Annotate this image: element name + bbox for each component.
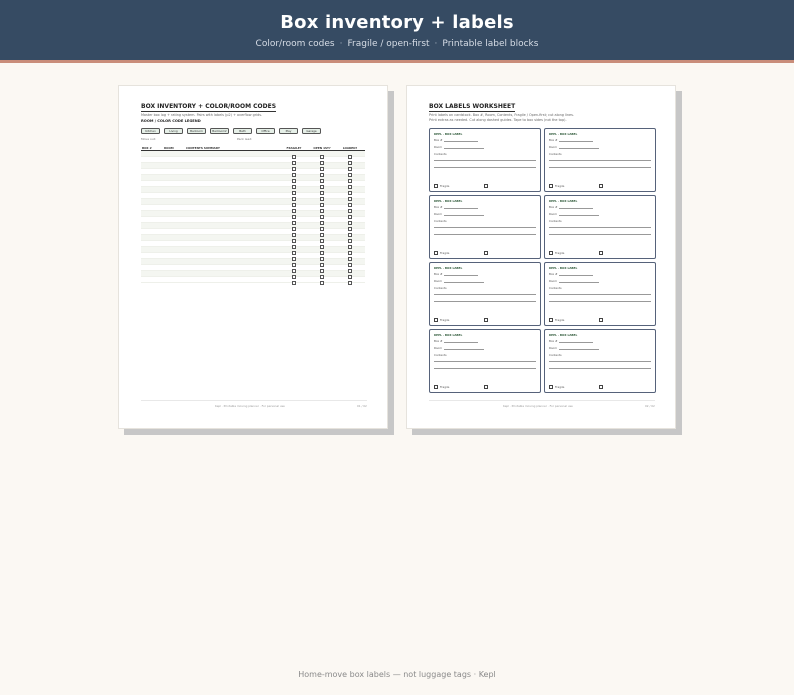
box-number-line[interactable] bbox=[444, 208, 478, 209]
contents-line[interactable] bbox=[434, 368, 536, 369]
legend-chip: Bedroom2 bbox=[210, 128, 229, 134]
contents-line[interactable] bbox=[549, 361, 651, 362]
label-field-room: Room bbox=[549, 346, 557, 350]
room-color-legend bbox=[141, 128, 321, 134]
open-first-checkbox[interactable] bbox=[484, 318, 488, 322]
box-number-line[interactable] bbox=[559, 208, 593, 209]
label-field-room: Room bbox=[434, 212, 442, 216]
legend-chip: Bedroom bbox=[187, 128, 206, 134]
box-number-line[interactable] bbox=[444, 275, 478, 276]
label-heading: KEPL · BOX LABEL bbox=[434, 333, 463, 337]
fragile-checkbox[interactable] bbox=[434, 251, 438, 255]
label-field-room: Room bbox=[549, 279, 557, 283]
label-field-box: Box # bbox=[549, 138, 558, 142]
box-number-line[interactable] bbox=[559, 141, 593, 142]
fragile-label: Fragile bbox=[440, 385, 450, 389]
box-label-block bbox=[544, 329, 656, 393]
fragile-label: Fragile bbox=[555, 184, 565, 188]
subtitle-item-fragile: Fragile / open-first bbox=[347, 39, 430, 49]
legend-chip: Bath bbox=[233, 128, 252, 134]
contents-line[interactable] bbox=[549, 234, 651, 235]
labels-title: BOX LABELS WORKSHEET bbox=[429, 103, 516, 110]
room-line[interactable] bbox=[444, 282, 484, 283]
subtitle-item-room-codes: Color/room codes bbox=[255, 39, 335, 49]
label-field-contents: Contents bbox=[549, 286, 562, 290]
contents-line[interactable] bbox=[434, 227, 536, 228]
room-line[interactable] bbox=[559, 282, 599, 283]
inventory-footer: Kepl · Printable moving planner · For personal use bbox=[215, 404, 285, 408]
pack-lead-label: Pack lead: bbox=[237, 137, 253, 141]
col-fragile: FRAGILE? bbox=[286, 145, 302, 150]
contents-line[interactable] bbox=[434, 361, 536, 362]
legend-chip: Living bbox=[164, 128, 183, 134]
label-field-room: Room bbox=[434, 145, 442, 149]
label-field-contents: Contents bbox=[434, 353, 447, 357]
label-field-box: Box # bbox=[434, 138, 443, 142]
label-heading: KEPL · BOX LABEL bbox=[549, 199, 578, 203]
label-heading: KEPL · BOX LABEL bbox=[549, 333, 578, 337]
subtitle-separator: · bbox=[339, 39, 343, 49]
header-subtitle bbox=[0, 39, 794, 49]
box-number-line[interactable] bbox=[559, 342, 593, 343]
contents-line[interactable] bbox=[549, 167, 651, 168]
col-box-number: BOX # bbox=[142, 145, 152, 150]
label-heading: KEPL · BOX LABEL bbox=[434, 132, 463, 136]
fragile-label: Fragile bbox=[440, 184, 450, 188]
col-contents: CONTENTS SUMMARY bbox=[186, 145, 220, 150]
label-field-box: Box # bbox=[549, 205, 558, 209]
label-field-contents: Contents bbox=[549, 152, 562, 156]
inventory-page-preview[interactable] bbox=[118, 85, 388, 429]
open-first-checkbox[interactable] bbox=[599, 385, 603, 389]
label-field-room: Room bbox=[434, 279, 442, 283]
room-line[interactable] bbox=[559, 148, 599, 149]
box-label-block bbox=[544, 128, 656, 192]
col-loaded: LOADED? bbox=[342, 145, 358, 150]
fragile-checkbox[interactable] bbox=[549, 184, 553, 188]
box-number-line[interactable] bbox=[444, 141, 478, 142]
table-row bbox=[141, 277, 365, 283]
contents-line[interactable] bbox=[434, 301, 536, 302]
box-label-block bbox=[544, 262, 656, 326]
subtitle-item-label-blocks: Printable label blocks bbox=[442, 39, 539, 49]
box-number-line[interactable] bbox=[559, 275, 593, 276]
open-first-checkbox[interactable] bbox=[599, 318, 603, 322]
legend-title: ROOM / COLOR CODE LEGEND bbox=[141, 119, 201, 123]
contents-line[interactable] bbox=[549, 301, 651, 302]
label-field-contents: Contents bbox=[434, 286, 447, 290]
fragile-label: Fragile bbox=[440, 318, 450, 322]
labels-page-preview[interactable] bbox=[406, 85, 676, 429]
label-field-box: Box # bbox=[434, 272, 443, 276]
open-first-checkbox[interactable] bbox=[484, 251, 488, 255]
label-field-contents: Contents bbox=[434, 219, 447, 223]
inventory-subtitle: Master box log + rating system. Pairs with labels (p2) + overflow grids. bbox=[141, 113, 263, 117]
room-line[interactable] bbox=[559, 215, 599, 216]
room-line[interactable] bbox=[559, 349, 599, 350]
inventory-table bbox=[141, 145, 365, 283]
fragile-checkbox[interactable] bbox=[292, 281, 296, 285]
contents-line[interactable] bbox=[434, 234, 536, 235]
fragile-checkbox[interactable] bbox=[549, 318, 553, 322]
page-footer: Home-move box labels — not luggage tags · Kepl bbox=[298, 670, 496, 679]
legend-chip: Office bbox=[256, 128, 275, 134]
box-label-block bbox=[429, 195, 541, 259]
label-heading: KEPL · BOX LABEL bbox=[549, 266, 578, 270]
label-field-contents: Contents bbox=[434, 152, 447, 156]
room-line[interactable] bbox=[444, 349, 484, 350]
legend-chip: Garage bbox=[302, 128, 321, 134]
footer-rule bbox=[141, 400, 367, 401]
header-accent-stripe bbox=[0, 60, 794, 63]
legend-chip: Play bbox=[279, 128, 298, 134]
labels-subtitle-1: Print labels on cardstock. Box #, Room, Contents, Fragile / Open-first; cut along lines. bbox=[429, 113, 574, 117]
label-heading: KEPL · BOX LABEL bbox=[549, 132, 578, 136]
box-label-block bbox=[429, 128, 541, 192]
fragile-checkbox[interactable] bbox=[434, 318, 438, 322]
label-field-box: Box # bbox=[434, 205, 443, 209]
box-number-line[interactable] bbox=[444, 342, 478, 343]
contents-line[interactable] bbox=[549, 294, 651, 295]
app-header bbox=[0, 0, 794, 60]
label-heading: KEPL · BOX LABEL bbox=[434, 266, 463, 270]
fragile-checkbox[interactable] bbox=[549, 385, 553, 389]
label-field-box: Box # bbox=[434, 339, 443, 343]
table-body bbox=[141, 151, 365, 283]
room-line[interactable] bbox=[444, 148, 484, 149]
fragile-label: Fragile bbox=[555, 318, 565, 322]
subtitle-separator: · bbox=[434, 39, 438, 49]
label-heading: KEPL · BOX LABEL bbox=[434, 199, 463, 203]
page-title: Box inventory + labels bbox=[280, 12, 514, 33]
fragile-checkbox[interactable] bbox=[434, 385, 438, 389]
labels-footer: Kepl · Printable moving planner · For personal use bbox=[503, 404, 573, 408]
loaded-checkbox[interactable] bbox=[348, 281, 352, 285]
open-first-checkbox[interactable] bbox=[599, 251, 603, 255]
inventory-page-number: 01 / 02 bbox=[357, 404, 367, 408]
contents-line[interactable] bbox=[434, 294, 536, 295]
label-field-room: Room bbox=[549, 212, 557, 216]
contents-line[interactable] bbox=[434, 160, 536, 161]
label-field-room: Room bbox=[549, 145, 557, 149]
contents-line[interactable] bbox=[434, 167, 536, 168]
fragile-checkbox[interactable] bbox=[434, 184, 438, 188]
open-first-checkbox[interactable] bbox=[320, 281, 324, 285]
room-line[interactable] bbox=[444, 215, 484, 216]
box-label-block bbox=[429, 262, 541, 326]
fragile-label: Fragile bbox=[440, 251, 450, 255]
label-field-contents: Contents bbox=[549, 219, 562, 223]
contents-line[interactable] bbox=[549, 368, 651, 369]
label-field-room: Room bbox=[434, 346, 442, 350]
col-room: ROOM bbox=[164, 145, 174, 150]
open-first-checkbox[interactable] bbox=[484, 184, 488, 188]
fragile-label: Fragile bbox=[555, 251, 565, 255]
open-first-checkbox[interactable] bbox=[484, 385, 488, 389]
label-field-contents: Contents bbox=[549, 353, 562, 357]
fragile-checkbox[interactable] bbox=[549, 251, 553, 255]
footer-rule bbox=[429, 400, 655, 401]
inventory-title: BOX INVENTORY + COLOR/ROOM CODES bbox=[141, 103, 277, 110]
label-field-box: Box # bbox=[549, 272, 558, 276]
contents-line[interactable] bbox=[549, 160, 651, 161]
labels-subtitle-2: Print extras as needed. Cut along dashed guides. Tape to box sides (not the top). bbox=[429, 118, 567, 122]
box-label-block bbox=[544, 195, 656, 259]
fragile-label: Fragile bbox=[555, 385, 565, 389]
open-first-checkbox[interactable] bbox=[599, 184, 603, 188]
legend-chip: Kitchen bbox=[141, 128, 160, 134]
labels-page-number: 02 / 02 bbox=[645, 404, 655, 408]
contents-line[interactable] bbox=[549, 227, 651, 228]
box-label-block bbox=[429, 329, 541, 393]
label-grid bbox=[429, 128, 656, 393]
label-field-box: Box # bbox=[549, 339, 558, 343]
col-open-first: OPEN 1ST? bbox=[313, 145, 331, 150]
move-date-label: Move out: bbox=[141, 137, 156, 141]
